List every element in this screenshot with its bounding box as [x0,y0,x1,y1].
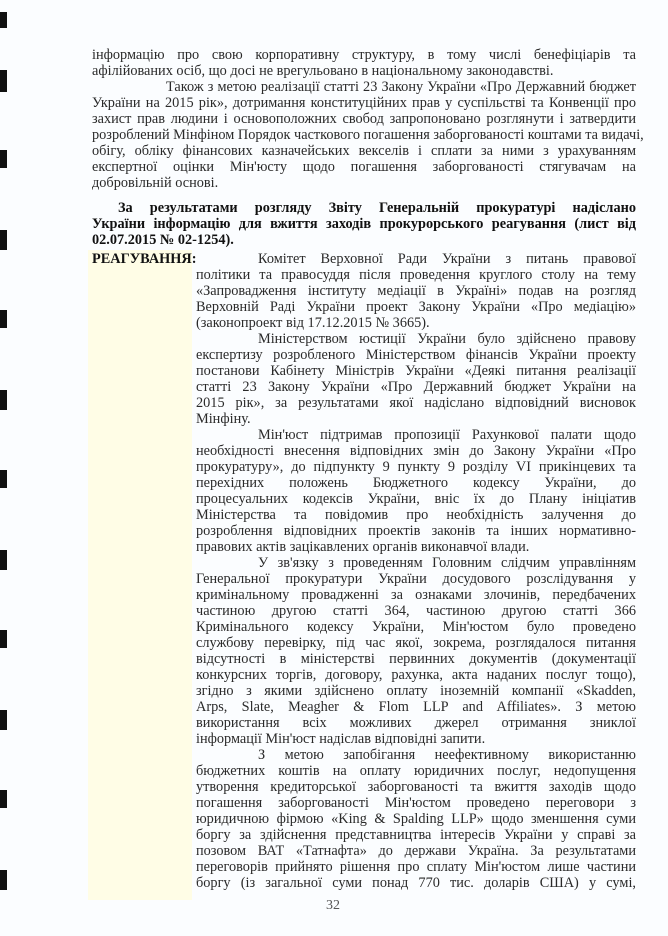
text-line: утворення кредиторської заборгованості та вжиття заходів щодо [196,779,636,795]
text-line: (законопроект від 17.12.2015 № 3665). [196,315,430,331]
text-line: Комітет Верховної Ради України з питань правової [258,251,636,267]
text-line: бюджетних коштів на оплату юридичних послуг, недопущення [196,763,636,779]
text-line: України на 2015 рік», дотримання конституційних прав у суспільстві та Конвенції про [92,95,636,111]
scan-edge-mark [0,470,7,488]
scan-edge-mark [0,12,7,28]
scan-edge-mark [0,710,7,730]
text-line: боргу (із загальної суми понад 770 тис. доларів США) у сумі, [196,875,636,891]
scan-edge-mark [0,630,7,648]
text-line: Міністерства та повідомив про необхідність залучення до [196,507,636,523]
text-line: розроблення відповідних проектів законів та інших нормативно- [196,523,636,539]
text-line: України інформацію для вжиття заходів прокурорського реагування (лист від [92,216,636,232]
text-line: кримінальному провадженні за ознаками злочинів, передбачених [196,587,636,603]
paragraph [92,47,636,79]
paragraph [196,251,636,331]
highlighted-label-column [88,250,192,900]
text-line: статті 23 Закону України «Про Державний бюджет України на [196,379,636,395]
scan-edge-mark [0,870,7,890]
text-line: Також з метою реалізації статті 23 Закону України «Про Державний бюджет [166,79,636,95]
text-line: згідно з якими здійснено оплату іноземній компанії «Skadden, [196,683,636,699]
text-line: позовом ВАТ «Татнафта» до держави Україна. За результатами [196,843,636,859]
scan-edge-mark [0,70,7,92]
text-line: інформацію про свою корпоративну структуру, в тому числі бенефіціарів та [92,47,636,63]
text-line: політики та правосуддя після проведення круглого столу на тему [196,267,636,283]
text-line: Генеральної прокуратури України досудового розслідування у [196,571,636,587]
paragraph [196,331,636,427]
paragraph [196,747,636,891]
intro-text [92,47,644,191]
text-line: службову перевірку, під час якої, зокрема, розглядалося питання [196,635,636,651]
text-line: У зв'язку з проведенням Головним слідчим управлінням [258,555,636,571]
text-line: погашення заборгованості Мін'юстом проведено переговори з [196,795,636,811]
reaction-label: РЕАГУВАННЯ: [92,251,197,267]
text-line: постанови Кабінету Міністрів України «Деякі питання реалізації [196,363,636,379]
text-line: З метою запобігання неефективному використанню [258,747,636,763]
text-line: боргу за здійснення представництва інтересів України у справі за [196,827,636,843]
text-line: інформації Мін'юст надіслав відповідні запити. [196,731,486,747]
text-line: Кримінального кодексу України, Мін'юстом було проведено [196,619,636,635]
text-line: обігу, обліку фінансових казначейських векселів і сплати за ними з урахуванням [92,143,636,159]
text-line: Верховній Раді України проект Закону України «Про медіацію» [196,299,636,315]
scan-edge-mark [0,390,7,410]
text-line: юридичною фірмою «King & Spalding LLP» щодо зменшення суми [196,811,636,827]
text-line: конкурсних торгів, договору, рахунка, акта наданих послуг тощо), [196,667,636,683]
text-line: 2015 рік», за результатами якої надіслано відповідний висновок [196,395,636,411]
text-line: Arps, Slate, Meagher & Flom LLP and Affiliates». З метою [196,699,636,715]
text-line: процесуальних кодексів України, вніс їх до Плану ініціатив [196,491,636,507]
scan-edge-mark [0,230,7,250]
text-line: «Запровадження інституту медіації в Україні» подав на розгляд [196,283,636,299]
paragraph [196,427,636,555]
text-line: розроблений Мінфіном Порядок часткового погашення заборгованості коштами та видачі, [92,127,644,143]
text-line: відсутності в міністерстві первинних документів (документації [196,651,636,667]
text-line: частиною другою статті 364, частиною другою статті 366 [196,603,636,619]
reaction-text [196,251,636,891]
bold-paragraph [92,200,636,248]
text-line: Міністерством юстиції України було здійснено правову [258,331,636,347]
scan-edge-mark [0,310,7,328]
text-line: необхідності внесення відповідних змін до Закону України «Про [196,443,636,459]
text-line: За результатами розгляду Звіту Генеральній прокуратурі надіслано [118,200,636,216]
text-line: добровільній основі. [92,175,219,191]
paragraph [92,79,644,191]
scan-edge-mark [0,790,7,808]
text-line: перехідних положень Бюджетного кодексу України, до [196,475,636,491]
text-line: використання всіх можливих джерел отримання зниклої [196,715,636,731]
text-line: Мінфіну. [196,411,251,427]
text-line: експертизу розробленого Міністерством фінансів України проекту [196,347,636,363]
text-line: 02.07.2015 № 02-1254). [92,232,234,248]
text-line: Мін'юст підтримав пропозиції Рахункової палати щодо [258,427,636,443]
paragraph [196,555,636,747]
scan-edge-mark [0,150,7,168]
text-line: правових актів зацікавлених органів виконавчої влади. [196,539,530,555]
page-number: 32 [326,898,340,913]
text-line: прокуратуру», до підпункту 9 пункту 9 розділу VI прикінцевих та [196,459,636,475]
text-line: афілійованих осіб, що досі не врегульовано в національному законодавстві. [92,63,554,79]
text-line: захист прав людини і основоположних свобод запропоновано розглянути і затвердити [92,111,636,127]
scan-edge-mark [0,550,7,570]
text-line: переговорів прийнято рішення про сплату Мін'юстом лише частини [196,859,636,875]
text-line: експертної оцінки Мін'юсту щодо погашення заборгованості стягувачам на [92,159,636,175]
